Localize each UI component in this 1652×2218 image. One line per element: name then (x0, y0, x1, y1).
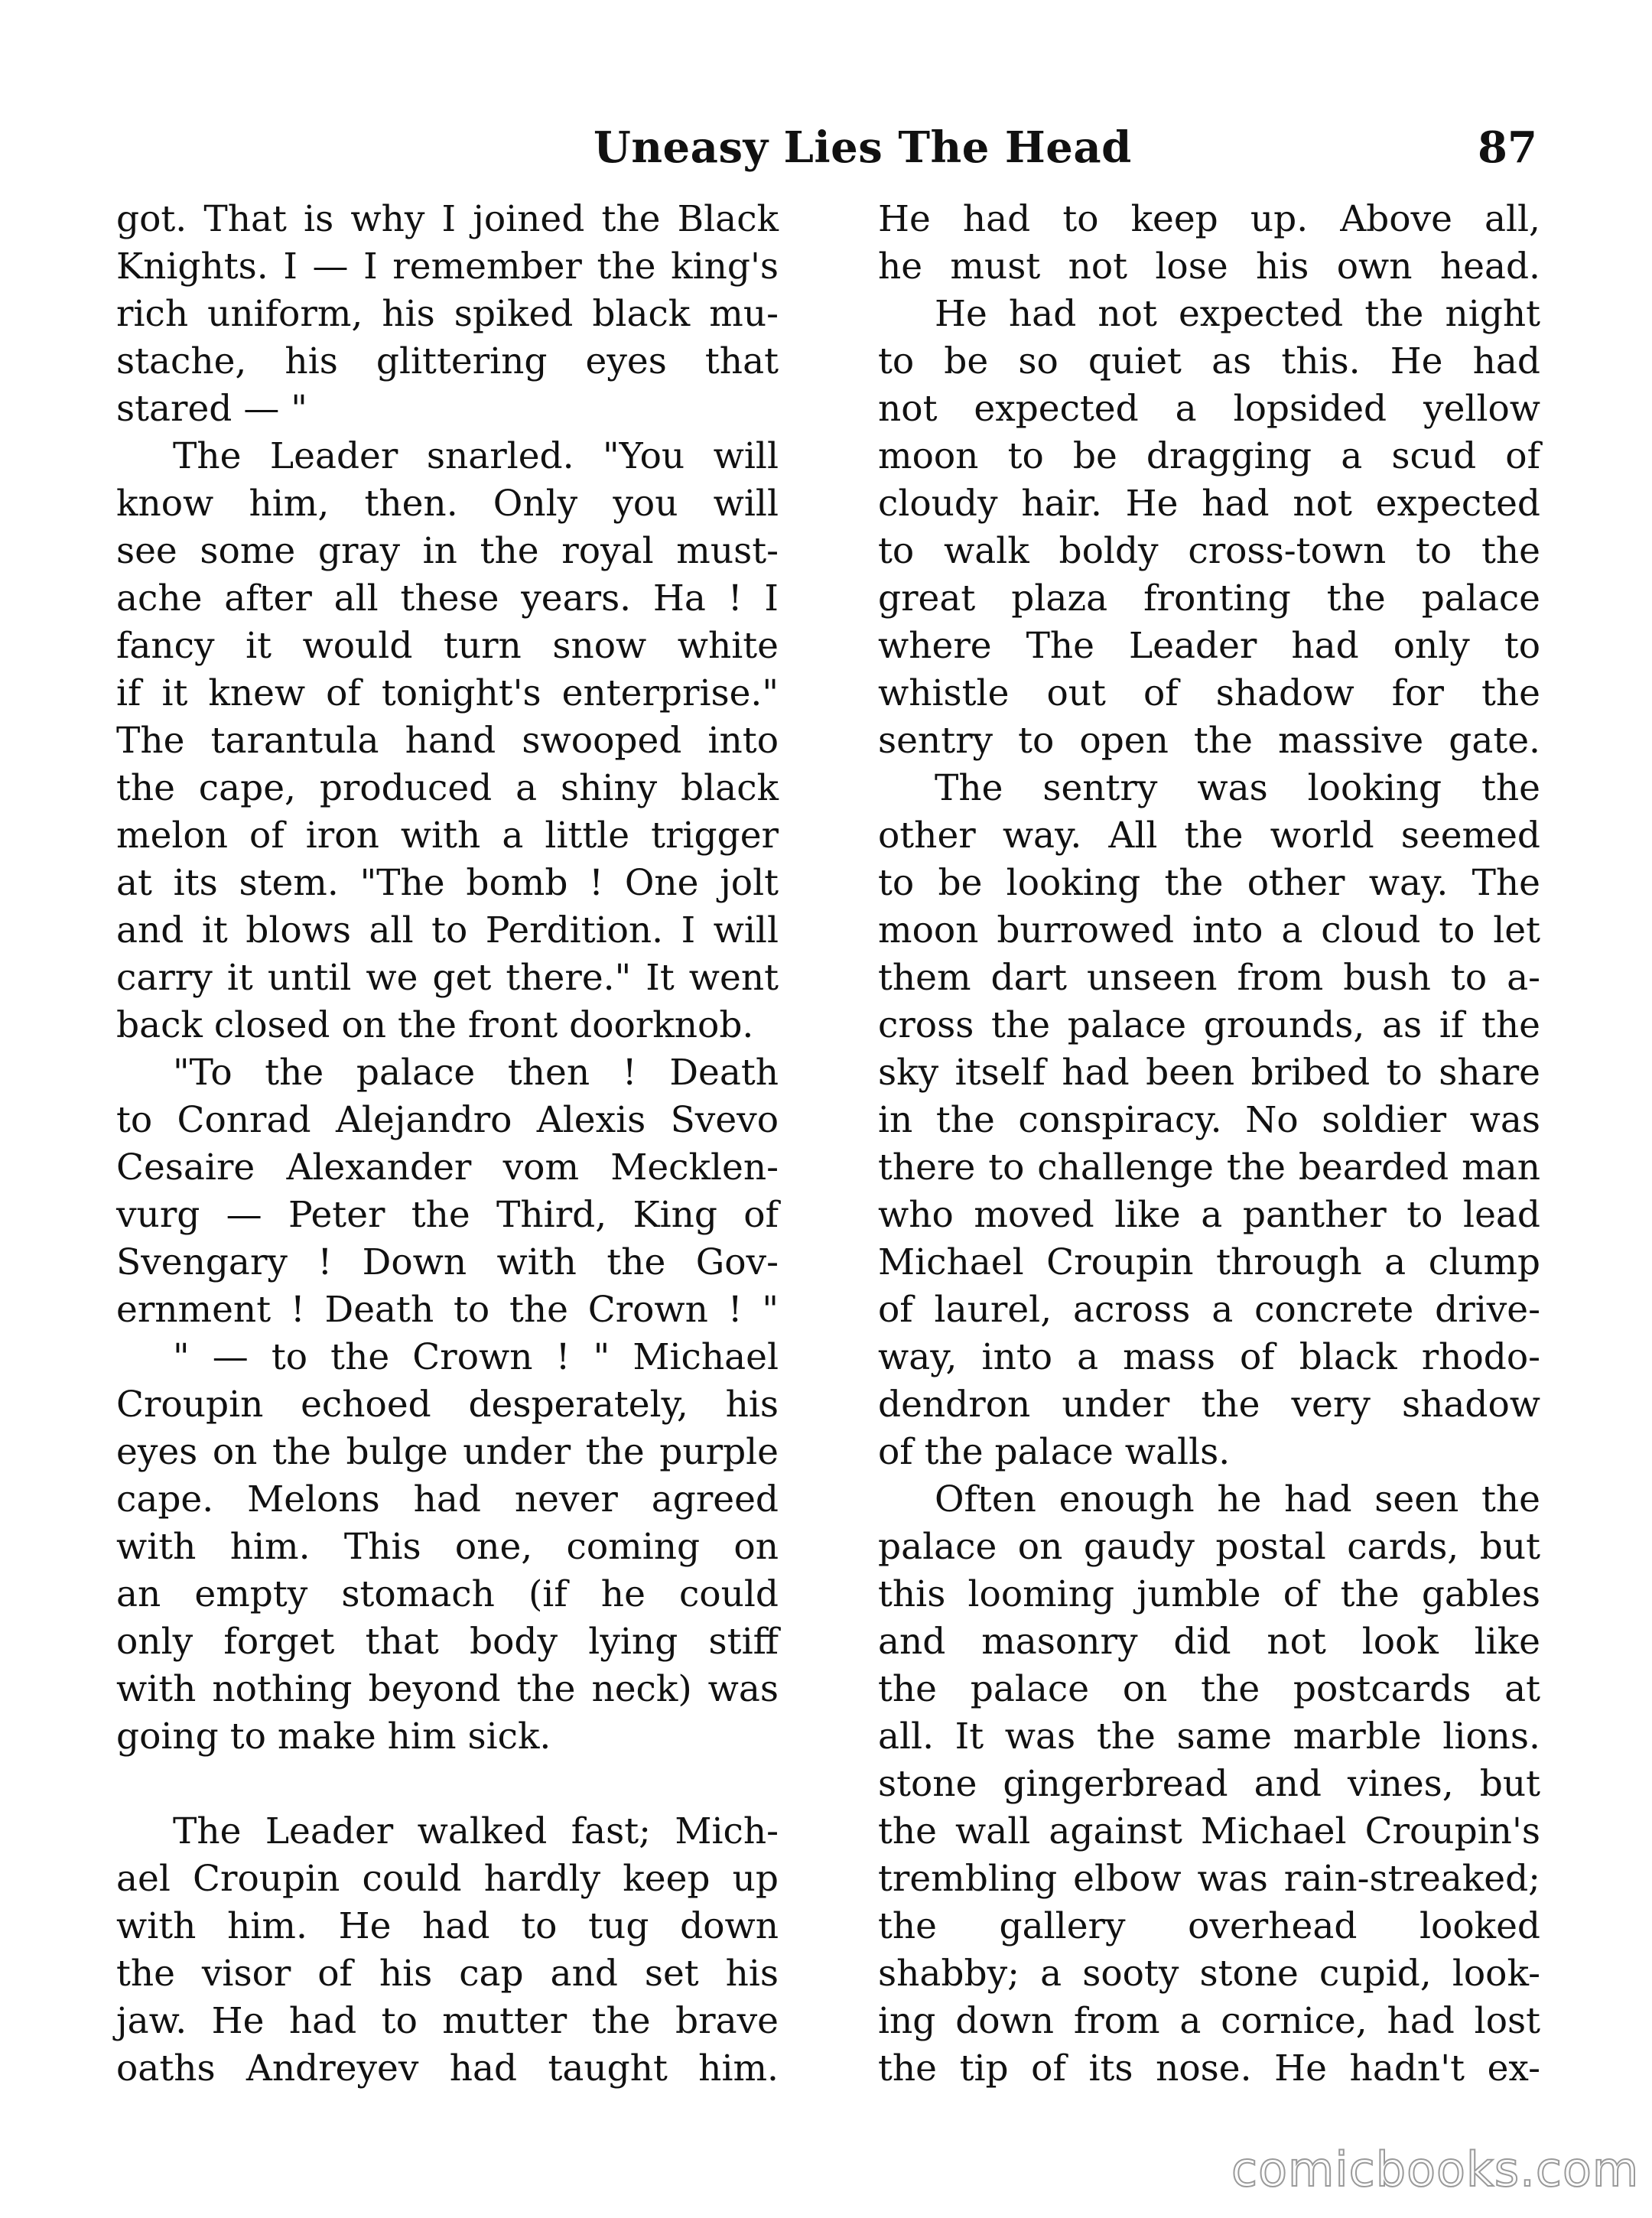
text-line: Michael Croupin through a clump (878, 1241, 1540, 1283)
text-line: with him. He had to tug down (116, 1905, 779, 1947)
text-line: the palace on the postcards at (878, 1668, 1540, 1710)
text-line: and it blows all to Perdition. I will (116, 909, 779, 951)
text-line: going to make him sick. (116, 1716, 551, 1758)
text-line: " — to the Crown ! " Michael (173, 1336, 779, 1378)
text-line: great plaza fronting the palace (878, 577, 1540, 620)
text-line: "To the palace then ! Death (173, 1052, 779, 1094)
text-line: Croupin echoed desperately, his (116, 1384, 779, 1426)
text-line: stone gingerbread and vines, but (878, 1763, 1540, 1805)
text-line: who moved like a panther to lead (878, 1194, 1540, 1236)
text-line: Often enough he had seen the (935, 1478, 1540, 1520)
text-line: trembling elbow was rain-streaked; (878, 1858, 1540, 1900)
text-column-left (116, 196, 779, 2093)
text-line: the gallery overhead looked (878, 1905, 1540, 1947)
text-line: ing down from a cornice, had lost (878, 2000, 1540, 2042)
text-line: at its stem. "The bomb ! One jolt (116, 862, 779, 904)
text-line: The Leader walked fast; Mich- (173, 1810, 779, 1852)
text-line: the cape, produced a shiny black (116, 767, 779, 809)
text-line: cloudy hair. He had not expected (878, 483, 1540, 525)
text-line: The Leader snarled. "You will (173, 435, 779, 477)
text-column-right (878, 196, 1540, 2093)
text-line: the tip of its nose. He hadn't ex- (878, 2047, 1540, 2090)
text-line: palace on gaudy postal cards, but (878, 1526, 1540, 1568)
text-line: shabby; a sooty stone cupid, look- (878, 1953, 1540, 1995)
text-line: to be looking the other way. The (878, 862, 1540, 904)
text-line: Knights. I — I remember the king's (116, 246, 779, 288)
text-line: there to challenge the bearded man (878, 1146, 1540, 1189)
text-line: stache, his glittering eyes that (116, 340, 779, 382)
text-line: rich uniform, his spiked black mu- (116, 293, 779, 335)
text-line: with him. This one, coming on (116, 1526, 779, 1568)
text-line: moon burrowed into a cloud to let (878, 909, 1540, 951)
text-line: where The Leader had only to (878, 625, 1540, 667)
text-line: cross the palace grounds, as if the (878, 1004, 1540, 1046)
text-line: of the palace walls. (878, 1431, 1231, 1473)
text-line: sentry to open the massive gate. (878, 720, 1540, 762)
running-title: Uneasy Lies The Head (593, 122, 1132, 173)
text-line: an empty stomach (if he could (116, 1573, 779, 1615)
text-line: whistle out of shadow for the (878, 672, 1540, 714)
text-line: all. It was the same marble lions. (878, 1716, 1540, 1758)
text-line: ache after all these years. Ha ! I (116, 577, 779, 620)
text-line: sky itself had been bribed to share (878, 1052, 1540, 1094)
text-line: in the conspiracy. No soldier was (878, 1099, 1540, 1141)
text-line: other way. All the world seemed (878, 815, 1540, 857)
text-line: vurg — Peter the Third, King of (116, 1194, 779, 1236)
text-line: if it knew of tonight's enterprise." (116, 672, 779, 714)
text-line: see some gray in the royal must- (116, 530, 779, 572)
text-line: to Conrad Alejandro Alexis Svevo (116, 1099, 779, 1141)
text-line: know him, then. Only you will (116, 483, 779, 525)
text-line: ernment ! Death to the Crown ! " (116, 1289, 779, 1331)
text-line: to be so quiet as this. He had (878, 340, 1540, 382)
text-line: way, into a mass of black rhodo- (878, 1336, 1540, 1378)
page-number: 87 (1478, 122, 1537, 173)
text-line: this looming jumble of the gables (878, 1573, 1540, 1615)
text-line: not expected a lopsided yellow (878, 388, 1540, 430)
text-line: The tarantula hand swooped into (116, 720, 779, 762)
text-line: oaths Andreyev had taught him. (116, 2047, 779, 2090)
text-line: melon of iron with a little trigger (116, 815, 779, 857)
text-line: he must not lose his own head. (878, 246, 1540, 288)
text-line: with nothing beyond the neck) was (116, 1668, 779, 1710)
text-line: them dart unseen from bush to a- (878, 957, 1540, 999)
text-line: Svengary ! Down with the Gov- (116, 1241, 779, 1283)
text-line: cape. Melons had never agreed (116, 1478, 779, 1520)
text-line: fancy it would turn snow white (116, 625, 779, 667)
text-line: back closed on the front doorknob. (116, 1004, 754, 1046)
text-line: moon to be dragging a scud of (878, 435, 1540, 477)
text-line: He had not expected the night (935, 293, 1540, 335)
text-line: got. That is why I joined the Black (116, 198, 779, 240)
text-line: eyes on the bulge under the purple (116, 1431, 779, 1473)
watermark-logo: comicbooks.com (1231, 2142, 1640, 2197)
text-line: the visor of his cap and set his (116, 1953, 779, 1995)
text-line: ael Croupin could hardly keep up (116, 1858, 779, 1900)
text-line: carry it until we get there." It went (116, 957, 779, 999)
text-line: Cesaire Alexander vom Mecklen- (116, 1146, 779, 1189)
text-line: and masonry did not look like (878, 1621, 1540, 1663)
text-line: jaw. He had to mutter the brave (116, 2000, 779, 2042)
paragraph-gap (116, 1761, 779, 1808)
text-line: The sentry was looking the (935, 767, 1540, 809)
text-line: dendron under the very shadow (878, 1384, 1540, 1426)
text-line: the wall against Michael Croupin's (878, 1810, 1540, 1852)
text-line: only forget that body lying stiff (116, 1621, 779, 1663)
text-line: of laurel, across a concrete drive- (878, 1289, 1540, 1331)
text-line: stared — " (116, 388, 307, 430)
text-line: to walk boldy cross-town to the (878, 530, 1540, 572)
text-line: He had to keep up. Above all, (878, 198, 1540, 240)
